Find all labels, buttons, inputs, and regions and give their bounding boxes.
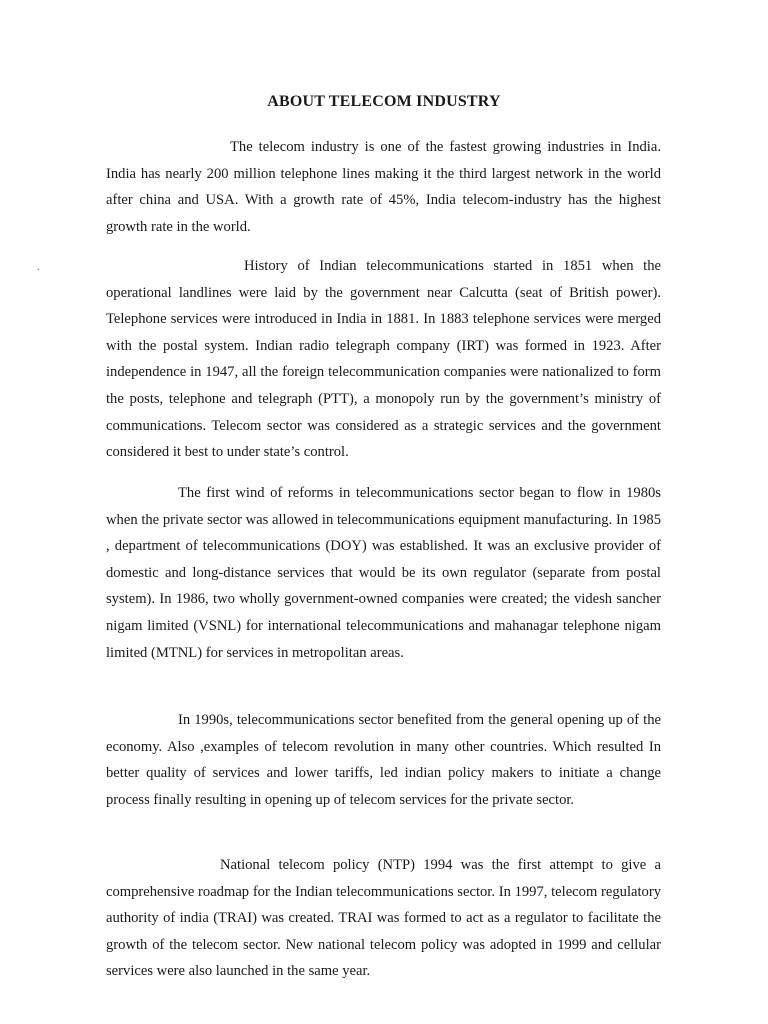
paragraph-ntp: National telecom policy (NTP) 1994 was the first attempt to give a comprehensive roadmap for the Indian telecommunications sector. In 1997, telecom regulatory authority of india (TRAI) was created. TRAI was formed to act as a regulator to facilitate the growth of the telecom sector. New national telecom policy was adopted in 1999 and cellular services were also launched in the same year.	[106, 857, 661, 980]
paragraph-reforms-1980s: The first wind of reforms in telecommunications sector began to flow in 1980s when the private sector was allowed in telecommunications equipment manufacturing. In 1985 , department of telecommunications (DOY) was established. It was an exclusive provider of domestic and long-distance services that would be its own regulator (separate from postal system). In 1986, two wholly government-owned companies were created; the videsh sancher nigam limited (VSNL) for international telecommunications and mahanagar telephone nigam limited (MTNL) for services in metropolitan areas.	[106, 485, 661, 661]
paragraph-history: History of Indian telecommunications started in 1851 when the operational landlines were laid by the government near Calcutta (seat of British power). Telephone services were introduced in India in 1881. In 1883 telephone services were merged with the postal system. Indian radio telegraph company (IRT) was formed in 1923. After independence in 1947, all the foreign telecommunication companies were nationalized to form the posts, telephone and telegraph (PTT), a monopoly run by the government’s ministry of communications. Telecom sector was considered as a strategic services and the government considered it best to under state’s control.	[106, 258, 661, 461]
paragraph-intro: The telecom industry is one of the fastest growing industries in India. India has nearly 200 million telephone lines making it the third largest network in the world after china and USA. With a growth rate of 45%, India telecom-industry has the highest growth rate in the world.	[106, 139, 661, 235]
stray-mark: .	[37, 262, 40, 273]
page-title: ABOUT TELECOM INDUSTRY	[267, 93, 501, 110]
paragraph-1990s: In 1990s, telecommunications sector benefited from the general opening up of the economy. Also ,examples of telecom revolution in many other countries. Which resulted In better quality of services and lower tariffs, led indian policy makers to initiate a change process finally resulting in opening up of telecom services for the private sector.	[106, 712, 661, 808]
